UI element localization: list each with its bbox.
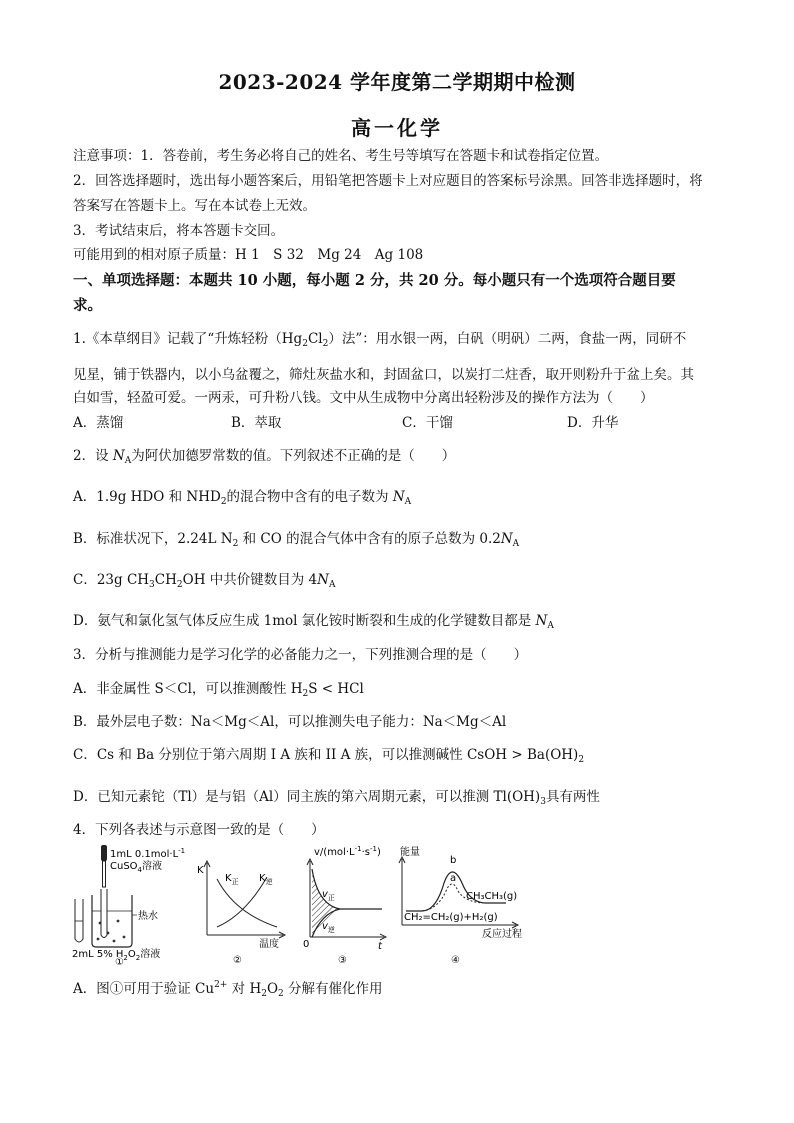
section-heading: 一、单项选择题：本题共 10 小题，每小题 2 分，共 20 分。每小题只有一个选项符合题目要 <box>73 272 676 289</box>
q1-text: 1.《本草纲目》记载了“升炼轻粉（Hg <box>73 331 303 347</box>
q2-text: 的混合物中含有的电子数为 <box>226 489 393 505</box>
figure-4-energy-diagram <box>396 843 522 965</box>
q2-option-b <box>73 530 733 548</box>
q4-text: 分解有催化作用 <box>283 981 383 997</box>
q2-stem <box>73 447 733 465</box>
subject-title: 高一化学 <box>351 116 443 140</box>
q3-text: A．非金属性 S＜Cl，可以推测酸性 H <box>73 681 303 697</box>
na-symbol: N <box>112 448 125 464</box>
q1-text: ）法”：用水银一两，白矾（明矾）二两，食盐一两，同研不 <box>328 331 687 347</box>
q4-option-a <box>73 980 733 998</box>
q1-text: Cl <box>307 331 323 347</box>
q3-option-b: B．最外层电子数：Na＜Mg＜Al，可以推测失电子能力：Na＜Mg＜Al <box>73 714 507 730</box>
fig2-k-reverse: $K_逆$ <box>259 873 273 886</box>
figure-2-k-vs-temperature <box>195 843 295 965</box>
left-test-tube-icon <box>75 899 83 942</box>
q3-text: 具有两性 <box>545 789 600 805</box>
q2-text: C．23g CH <box>73 572 150 588</box>
q1-option-b: B．萃取 <box>231 415 282 431</box>
q3-stem: 3．分析与推测能力是学习化学的必备能力之一，下列推测合理的是（ ） <box>73 647 528 663</box>
q2-text: 2．设 <box>73 448 113 464</box>
q1-stem-line-2: 见星，铺于铁器内，以小乌盆覆之，筛灶灰盐水和，封固盆口，以炭打二炷香，取开则粉升于盆上矣。其 <box>73 367 694 383</box>
fig2-x-axis: 温度 <box>259 939 279 950</box>
subscript: 2 <box>302 689 309 699</box>
figure-1-experiment <box>70 843 190 965</box>
q2-text: D．氨气和氯化氢气体反应生成 1mol 氯化铵时断裂和生成的化学键数目都是 <box>73 613 536 629</box>
atomic-masses: 可能用到的相对原子质量：H 1 S 32 Mg 24 Ag 108 <box>73 247 424 263</box>
beaker-icon <box>92 895 132 947</box>
notice-line-3: 答案写在答题卡上。写在本试卷上无效。 <box>73 198 316 214</box>
subscript: 2 <box>232 539 239 549</box>
exam-title: 2023-2024 学年度第二学期期中检测 <box>218 70 576 94</box>
subscript: 2 <box>261 989 267 999</box>
q4-stem: 4．下列各表述与示意图一致的是（ ） <box>73 822 325 838</box>
subscript: A <box>328 580 336 590</box>
q1-option-a: A．蒸馏 <box>73 415 124 431</box>
q2-text: 和 CO 的混合气体中含有的原子总数为 0.2 <box>238 531 501 547</box>
q1-option-c: C．干馏 <box>402 415 453 431</box>
q1-stem-line-3: 白如雪，轻盈可爱。一两汞，可升粉八钱。文中从生成物中分离出轻粉涉及的操作方法为（ ） <box>73 390 654 406</box>
fig2-y-axis: K <box>197 865 204 876</box>
q1-stem-line-1 <box>73 330 733 348</box>
subscript: 2 <box>278 989 284 999</box>
q2-text: 为阿伏加德罗常数的值。下列叙述不正确的是（ ） <box>131 448 456 464</box>
fig1-hot-water: 热水 <box>138 911 158 922</box>
q2-text: B．标准状况下，2.24L N <box>73 531 233 547</box>
na-symbol: N <box>500 531 513 547</box>
figure-3-rate-vs-time <box>300 843 392 965</box>
q2-option-c <box>73 571 733 589</box>
fig3-v-forward: $v_正$ <box>322 889 335 902</box>
q2-option-d <box>73 612 733 630</box>
fig2-k-forward: $K_正$ <box>225 873 239 886</box>
notice-line-1: 注意事项：1．答卷前，考生务必将自己的姓名、考生号等填写在答题卡和试卷指定位置。 <box>73 148 609 164</box>
subscript: A <box>404 497 412 507</box>
subscript: 2 <box>578 755 585 765</box>
q3-option-d <box>73 788 733 806</box>
subscript: 2 <box>302 339 308 349</box>
q3-text: (OH) <box>506 789 541 805</box>
q3-option-a <box>73 680 733 698</box>
q4-text: O <box>266 981 279 997</box>
na-symbol: N <box>392 489 405 505</box>
q3-text: S < HCl <box>308 681 364 697</box>
fig4-x-axis: 反应过程 <box>482 929 522 940</box>
fig3-origin: 0 <box>303 939 310 950</box>
fig3-x-axis: t <box>378 941 382 952</box>
na-symbol: N <box>317 572 329 588</box>
inner-test-tube-icon <box>101 889 107 938</box>
fig4-reactant: CH₂=CH₂(g)+H₂(g) <box>404 912 498 923</box>
fig1-reagent-bottom: CuSO$_4$溶液 <box>110 861 163 874</box>
q3-text: D．已知元素铊（Tl）是与铝（Al）同主族的第六周期元素，可以推测 Tl <box>73 789 507 805</box>
q2-option-a <box>73 488 733 506</box>
q2-text: CH <box>154 572 177 588</box>
fig4-number: ④ <box>451 955 460 965</box>
notice-line-2: 2．回答选择题时，选出每小题答案后，用铅笔把答题卡上对应题目的答案标号涂黑。回答非选择题时，将 <box>73 173 703 189</box>
subscript: 3 <box>149 580 155 590</box>
subscript: A <box>124 456 132 466</box>
k-forward-curve <box>217 879 277 927</box>
subscript: 2 <box>220 497 227 507</box>
subscript: 3 <box>540 797 546 807</box>
q2-text: A．1.9g HDO 和 NHD <box>73 489 221 505</box>
subscript: A <box>512 539 520 549</box>
section-heading-cont: 求。 <box>73 297 102 314</box>
subscript: A <box>547 621 554 631</box>
q3-text: (OH) <box>544 747 579 763</box>
fig1-h2o2-label: 2mL 5% $H_2O_2$溶液 <box>72 949 161 962</box>
subscript: 2 <box>322 339 329 349</box>
na-symbol: N <box>535 613 548 629</box>
fig3-number: ③ <box>338 955 347 965</box>
q4-text: A．图①可用于验证 Cu <box>73 981 215 997</box>
fig1-reagent-top: 1mL $0.1mol\cdot L^{-1}$ <box>110 847 186 860</box>
fig2-number: ② <box>233 955 242 965</box>
q4-text: 对 H <box>227 981 262 997</box>
fig4-product: CH₃CH₃(g) <box>466 891 518 902</box>
notice-line-4: 3．考试结束后，将本答题卡交回。 <box>73 223 285 239</box>
q2-text: OH 中共价键数目为 4 <box>182 572 318 588</box>
superscript: 2+ <box>214 980 228 990</box>
fig4-peak-b: b <box>450 855 457 866</box>
fig1-number: ① <box>115 957 124 965</box>
q3-text: C．Cs 和 Ba 分别位于第六周期 I A 族和 II A 族，可以推测碱性 CsOH > Ba <box>73 747 545 763</box>
q1-option-d: D．升华 <box>567 415 619 431</box>
q3-option-c <box>73 746 733 764</box>
fig3-y-axis: $v/(mol\cdot L^{-1}\cdot s^{-1})$ <box>314 845 381 858</box>
fig4-y-axis: 能量 <box>400 847 420 858</box>
fig3-v-reverse: $v_逆$ <box>322 921 335 934</box>
subscript: 2 <box>176 580 183 590</box>
dropper-icon <box>101 845 107 887</box>
fig4-peak-a: a <box>450 873 457 884</box>
